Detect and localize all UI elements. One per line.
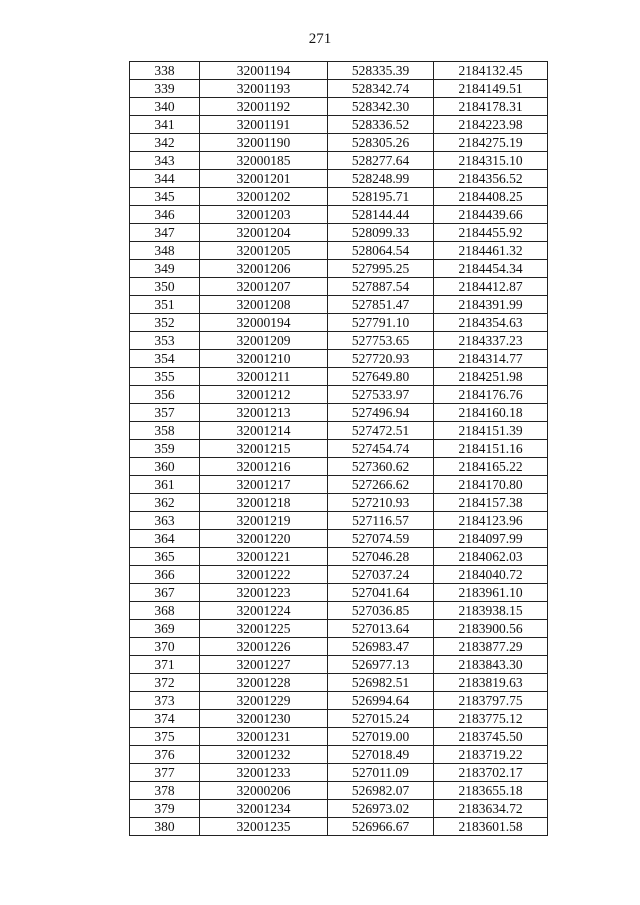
- point-number-cell: 372: [130, 674, 200, 692]
- table-row: [130, 278, 548, 296]
- point-number-cell: 356: [130, 386, 200, 404]
- y-coordinate-cell: 2183655.18: [434, 782, 548, 800]
- x-coordinate-cell: 527720.93: [328, 350, 434, 368]
- x-coordinate-cell: 528099.33: [328, 224, 434, 242]
- point-code-cell: 32001226: [200, 638, 328, 656]
- point-code-cell: 32001228: [200, 674, 328, 692]
- point-number-cell: 377: [130, 764, 200, 782]
- y-coordinate-cell: 2184315.10: [434, 152, 548, 170]
- table-row: [130, 476, 548, 494]
- point-code-cell: 32001220: [200, 530, 328, 548]
- y-coordinate-cell: 2184454.34: [434, 260, 548, 278]
- point-code-cell: 32001193: [200, 80, 328, 98]
- point-code-cell: 32001202: [200, 188, 328, 206]
- table-row: [130, 692, 548, 710]
- point-code-cell: 32001222: [200, 566, 328, 584]
- point-code-cell: 32001218: [200, 494, 328, 512]
- y-coordinate-cell: 2183819.63: [434, 674, 548, 692]
- point-code-cell: 32001213: [200, 404, 328, 422]
- x-coordinate-cell: 527266.62: [328, 476, 434, 494]
- y-coordinate-cell: 2184170.80: [434, 476, 548, 494]
- table-row: [130, 764, 548, 782]
- coordinates-table-body: [130, 62, 548, 836]
- point-code-cell: 32001210: [200, 350, 328, 368]
- table-row: [130, 98, 548, 116]
- point-code-cell: 32001217: [200, 476, 328, 494]
- x-coordinate-cell: 526983.47: [328, 638, 434, 656]
- table-row: [130, 548, 548, 566]
- point-number-cell: 363: [130, 512, 200, 530]
- y-coordinate-cell: 2184223.98: [434, 116, 548, 134]
- x-coordinate-cell: 527649.80: [328, 368, 434, 386]
- y-coordinate-cell: 2183961.10: [434, 584, 548, 602]
- point-number-cell: 348: [130, 242, 200, 260]
- y-coordinate-cell: 2184178.31: [434, 98, 548, 116]
- table-row: [130, 242, 548, 260]
- y-coordinate-cell: 2183843.30: [434, 656, 548, 674]
- table-row: [130, 728, 548, 746]
- point-number-cell: 345: [130, 188, 200, 206]
- point-code-cell: 32001191: [200, 116, 328, 134]
- point-number-cell: 369: [130, 620, 200, 638]
- point-code-cell: 32000206: [200, 782, 328, 800]
- point-number-cell: 362: [130, 494, 200, 512]
- x-coordinate-cell: 527995.25: [328, 260, 434, 278]
- table-row: [130, 314, 548, 332]
- coordinates-table: [129, 61, 548, 836]
- table-row: [130, 224, 548, 242]
- point-number-cell: 349: [130, 260, 200, 278]
- page-number: 271: [308, 31, 332, 47]
- point-code-cell: 32001214: [200, 422, 328, 440]
- x-coordinate-cell: 527036.85: [328, 602, 434, 620]
- y-coordinate-cell: 2184356.52: [434, 170, 548, 188]
- y-coordinate-cell: 2184123.96: [434, 512, 548, 530]
- x-coordinate-cell: 527791.10: [328, 314, 434, 332]
- x-coordinate-cell: 527018.49: [328, 746, 434, 764]
- y-coordinate-cell: 2184455.92: [434, 224, 548, 242]
- y-coordinate-cell: 2184408.25: [434, 188, 548, 206]
- point-number-cell: 342: [130, 134, 200, 152]
- x-coordinate-cell: 527472.51: [328, 422, 434, 440]
- point-code-cell: 32001227: [200, 656, 328, 674]
- y-coordinate-cell: 2184354.63: [434, 314, 548, 332]
- y-coordinate-cell: 2183775.12: [434, 710, 548, 728]
- point-code-cell: 32001232: [200, 746, 328, 764]
- point-number-cell: 368: [130, 602, 200, 620]
- point-number-cell: 366: [130, 566, 200, 584]
- y-coordinate-cell: 2184176.76: [434, 386, 548, 404]
- point-number-cell: 354: [130, 350, 200, 368]
- table-row: [130, 134, 548, 152]
- point-number-cell: 355: [130, 368, 200, 386]
- table-row: [130, 620, 548, 638]
- y-coordinate-cell: 2184165.22: [434, 458, 548, 476]
- table-row: [130, 188, 548, 206]
- point-number-cell: 353: [130, 332, 200, 350]
- table-row: [130, 800, 548, 818]
- y-coordinate-cell: 2184439.66: [434, 206, 548, 224]
- point-number-cell: 364: [130, 530, 200, 548]
- y-coordinate-cell: 2184275.19: [434, 134, 548, 152]
- table-row: [130, 260, 548, 278]
- point-code-cell: 32001207: [200, 278, 328, 296]
- point-number-cell: 347: [130, 224, 200, 242]
- point-number-cell: 350: [130, 278, 200, 296]
- table-row: [130, 116, 548, 134]
- point-code-cell: 32001203: [200, 206, 328, 224]
- point-number-cell: 380: [130, 818, 200, 836]
- x-coordinate-cell: 527210.93: [328, 494, 434, 512]
- point-number-cell: 343: [130, 152, 200, 170]
- point-code-cell: 32001233: [200, 764, 328, 782]
- table-row: [130, 368, 548, 386]
- point-code-cell: 32001235: [200, 818, 328, 836]
- point-number-cell: 340: [130, 98, 200, 116]
- table-row: [130, 512, 548, 530]
- x-coordinate-cell: 526982.07: [328, 782, 434, 800]
- point-number-cell: 344: [130, 170, 200, 188]
- x-coordinate-cell: 528342.74: [328, 80, 434, 98]
- table-row: [130, 458, 548, 476]
- point-number-cell: 379: [130, 800, 200, 818]
- x-coordinate-cell: 527041.64: [328, 584, 434, 602]
- point-code-cell: 32001211: [200, 368, 328, 386]
- x-coordinate-cell: 526994.64: [328, 692, 434, 710]
- x-coordinate-cell: 528342.30: [328, 98, 434, 116]
- y-coordinate-cell: 2184251.98: [434, 368, 548, 386]
- point-number-cell: 378: [130, 782, 200, 800]
- point-number-cell: 367: [130, 584, 200, 602]
- table-row: [130, 530, 548, 548]
- table-row: [130, 440, 548, 458]
- y-coordinate-cell: 2184157.38: [434, 494, 548, 512]
- table-row: [130, 422, 548, 440]
- x-coordinate-cell: 528277.64: [328, 152, 434, 170]
- table-row: [130, 332, 548, 350]
- y-coordinate-cell: 2183634.72: [434, 800, 548, 818]
- x-coordinate-cell: 527015.24: [328, 710, 434, 728]
- y-coordinate-cell: 2184314.77: [434, 350, 548, 368]
- table-row: [130, 638, 548, 656]
- table-row: [130, 674, 548, 692]
- table-row: [130, 584, 548, 602]
- x-coordinate-cell: 527360.62: [328, 458, 434, 476]
- y-coordinate-cell: 2184040.72: [434, 566, 548, 584]
- table-row: [130, 404, 548, 422]
- point-code-cell: 32001204: [200, 224, 328, 242]
- y-coordinate-cell: 2184062.03: [434, 548, 548, 566]
- point-code-cell: 32001219: [200, 512, 328, 530]
- table-row: [130, 206, 548, 224]
- point-code-cell: 32001221: [200, 548, 328, 566]
- y-coordinate-cell: 2183900.56: [434, 620, 548, 638]
- y-coordinate-cell: 2184151.16: [434, 440, 548, 458]
- y-coordinate-cell: 2184391.99: [434, 296, 548, 314]
- y-coordinate-cell: 2184097.99: [434, 530, 548, 548]
- point-code-cell: 32001205: [200, 242, 328, 260]
- x-coordinate-cell: 527046.28: [328, 548, 434, 566]
- table-row: [130, 710, 548, 728]
- point-number-cell: 361: [130, 476, 200, 494]
- point-number-cell: 338: [130, 62, 200, 80]
- point-code-cell: 32001208: [200, 296, 328, 314]
- table-row: [130, 296, 548, 314]
- y-coordinate-cell: 2184337.23: [434, 332, 548, 350]
- x-coordinate-cell: 528195.71: [328, 188, 434, 206]
- table-row: [130, 62, 548, 80]
- y-coordinate-cell: 2183797.75: [434, 692, 548, 710]
- point-code-cell: 32001223: [200, 584, 328, 602]
- point-number-cell: 339: [130, 80, 200, 98]
- x-coordinate-cell: 527116.57: [328, 512, 434, 530]
- point-number-cell: 375: [130, 728, 200, 746]
- x-coordinate-cell: 527851.47: [328, 296, 434, 314]
- x-coordinate-cell: 527496.94: [328, 404, 434, 422]
- table-row: [130, 818, 548, 836]
- point-code-cell: 32001225: [200, 620, 328, 638]
- point-number-cell: 358: [130, 422, 200, 440]
- point-number-cell: 346: [130, 206, 200, 224]
- point-number-cell: 352: [130, 314, 200, 332]
- point-code-cell: 32001224: [200, 602, 328, 620]
- x-coordinate-cell: 528336.52: [328, 116, 434, 134]
- point-number-cell: 376: [130, 746, 200, 764]
- table-row: [130, 170, 548, 188]
- x-coordinate-cell: 526982.51: [328, 674, 434, 692]
- point-number-cell: 359: [130, 440, 200, 458]
- point-code-cell: 32001231: [200, 728, 328, 746]
- point-number-cell: 360: [130, 458, 200, 476]
- y-coordinate-cell: 2183877.29: [434, 638, 548, 656]
- x-coordinate-cell: 526977.13: [328, 656, 434, 674]
- x-coordinate-cell: 527019.00: [328, 728, 434, 746]
- x-coordinate-cell: 527533.97: [328, 386, 434, 404]
- x-coordinate-cell: 528305.26: [328, 134, 434, 152]
- table-row: [130, 80, 548, 98]
- x-coordinate-cell: 527011.09: [328, 764, 434, 782]
- table-row: [130, 350, 548, 368]
- table-row: [130, 746, 548, 764]
- point-code-cell: 32001229: [200, 692, 328, 710]
- y-coordinate-cell: 2184160.18: [434, 404, 548, 422]
- y-coordinate-cell: 2183702.17: [434, 764, 548, 782]
- y-coordinate-cell: 2183938.15: [434, 602, 548, 620]
- point-code-cell: 32001209: [200, 332, 328, 350]
- x-coordinate-cell: 528064.54: [328, 242, 434, 260]
- point-number-cell: 370: [130, 638, 200, 656]
- table-row: [130, 386, 548, 404]
- y-coordinate-cell: 2184149.51: [434, 80, 548, 98]
- x-coordinate-cell: 527013.64: [328, 620, 434, 638]
- table-row: [130, 566, 548, 584]
- y-coordinate-cell: 2184151.39: [434, 422, 548, 440]
- point-number-cell: 371: [130, 656, 200, 674]
- point-number-cell: 373: [130, 692, 200, 710]
- point-number-cell: 341: [130, 116, 200, 134]
- point-code-cell: 32001206: [200, 260, 328, 278]
- table-row: [130, 494, 548, 512]
- point-code-cell: 32001201: [200, 170, 328, 188]
- point-code-cell: 32001215: [200, 440, 328, 458]
- x-coordinate-cell: 527887.54: [328, 278, 434, 296]
- point-code-cell: 32000185: [200, 152, 328, 170]
- table-row: [130, 782, 548, 800]
- x-coordinate-cell: 527074.59: [328, 530, 434, 548]
- table-row: [130, 656, 548, 674]
- x-coordinate-cell: 527753.65: [328, 332, 434, 350]
- point-code-cell: 32001190: [200, 134, 328, 152]
- x-coordinate-cell: 528335.39: [328, 62, 434, 80]
- y-coordinate-cell: 2184132.45: [434, 62, 548, 80]
- point-number-cell: 365: [130, 548, 200, 566]
- point-number-cell: 357: [130, 404, 200, 422]
- point-code-cell: 32001230: [200, 710, 328, 728]
- x-coordinate-cell: 528144.44: [328, 206, 434, 224]
- x-coordinate-cell: 526966.67: [328, 818, 434, 836]
- y-coordinate-cell: 2183601.58: [434, 818, 548, 836]
- y-coordinate-cell: 2183745.50: [434, 728, 548, 746]
- point-code-cell: 32001212: [200, 386, 328, 404]
- point-code-cell: 32001194: [200, 62, 328, 80]
- point-code-cell: 32001192: [200, 98, 328, 116]
- y-coordinate-cell: 2183719.22: [434, 746, 548, 764]
- y-coordinate-cell: 2184412.87: [434, 278, 548, 296]
- table-row: [130, 602, 548, 620]
- point-number-cell: 351: [130, 296, 200, 314]
- y-coordinate-cell: 2184461.32: [434, 242, 548, 260]
- point-code-cell: 32001234: [200, 800, 328, 818]
- point-number-cell: 374: [130, 710, 200, 728]
- x-coordinate-cell: 527037.24: [328, 566, 434, 584]
- table-row: [130, 152, 548, 170]
- x-coordinate-cell: 528248.99: [328, 170, 434, 188]
- x-coordinate-cell: 527454.74: [328, 440, 434, 458]
- point-code-cell: 32001216: [200, 458, 328, 476]
- x-coordinate-cell: 526973.02: [328, 800, 434, 818]
- point-code-cell: 32000194: [200, 314, 328, 332]
